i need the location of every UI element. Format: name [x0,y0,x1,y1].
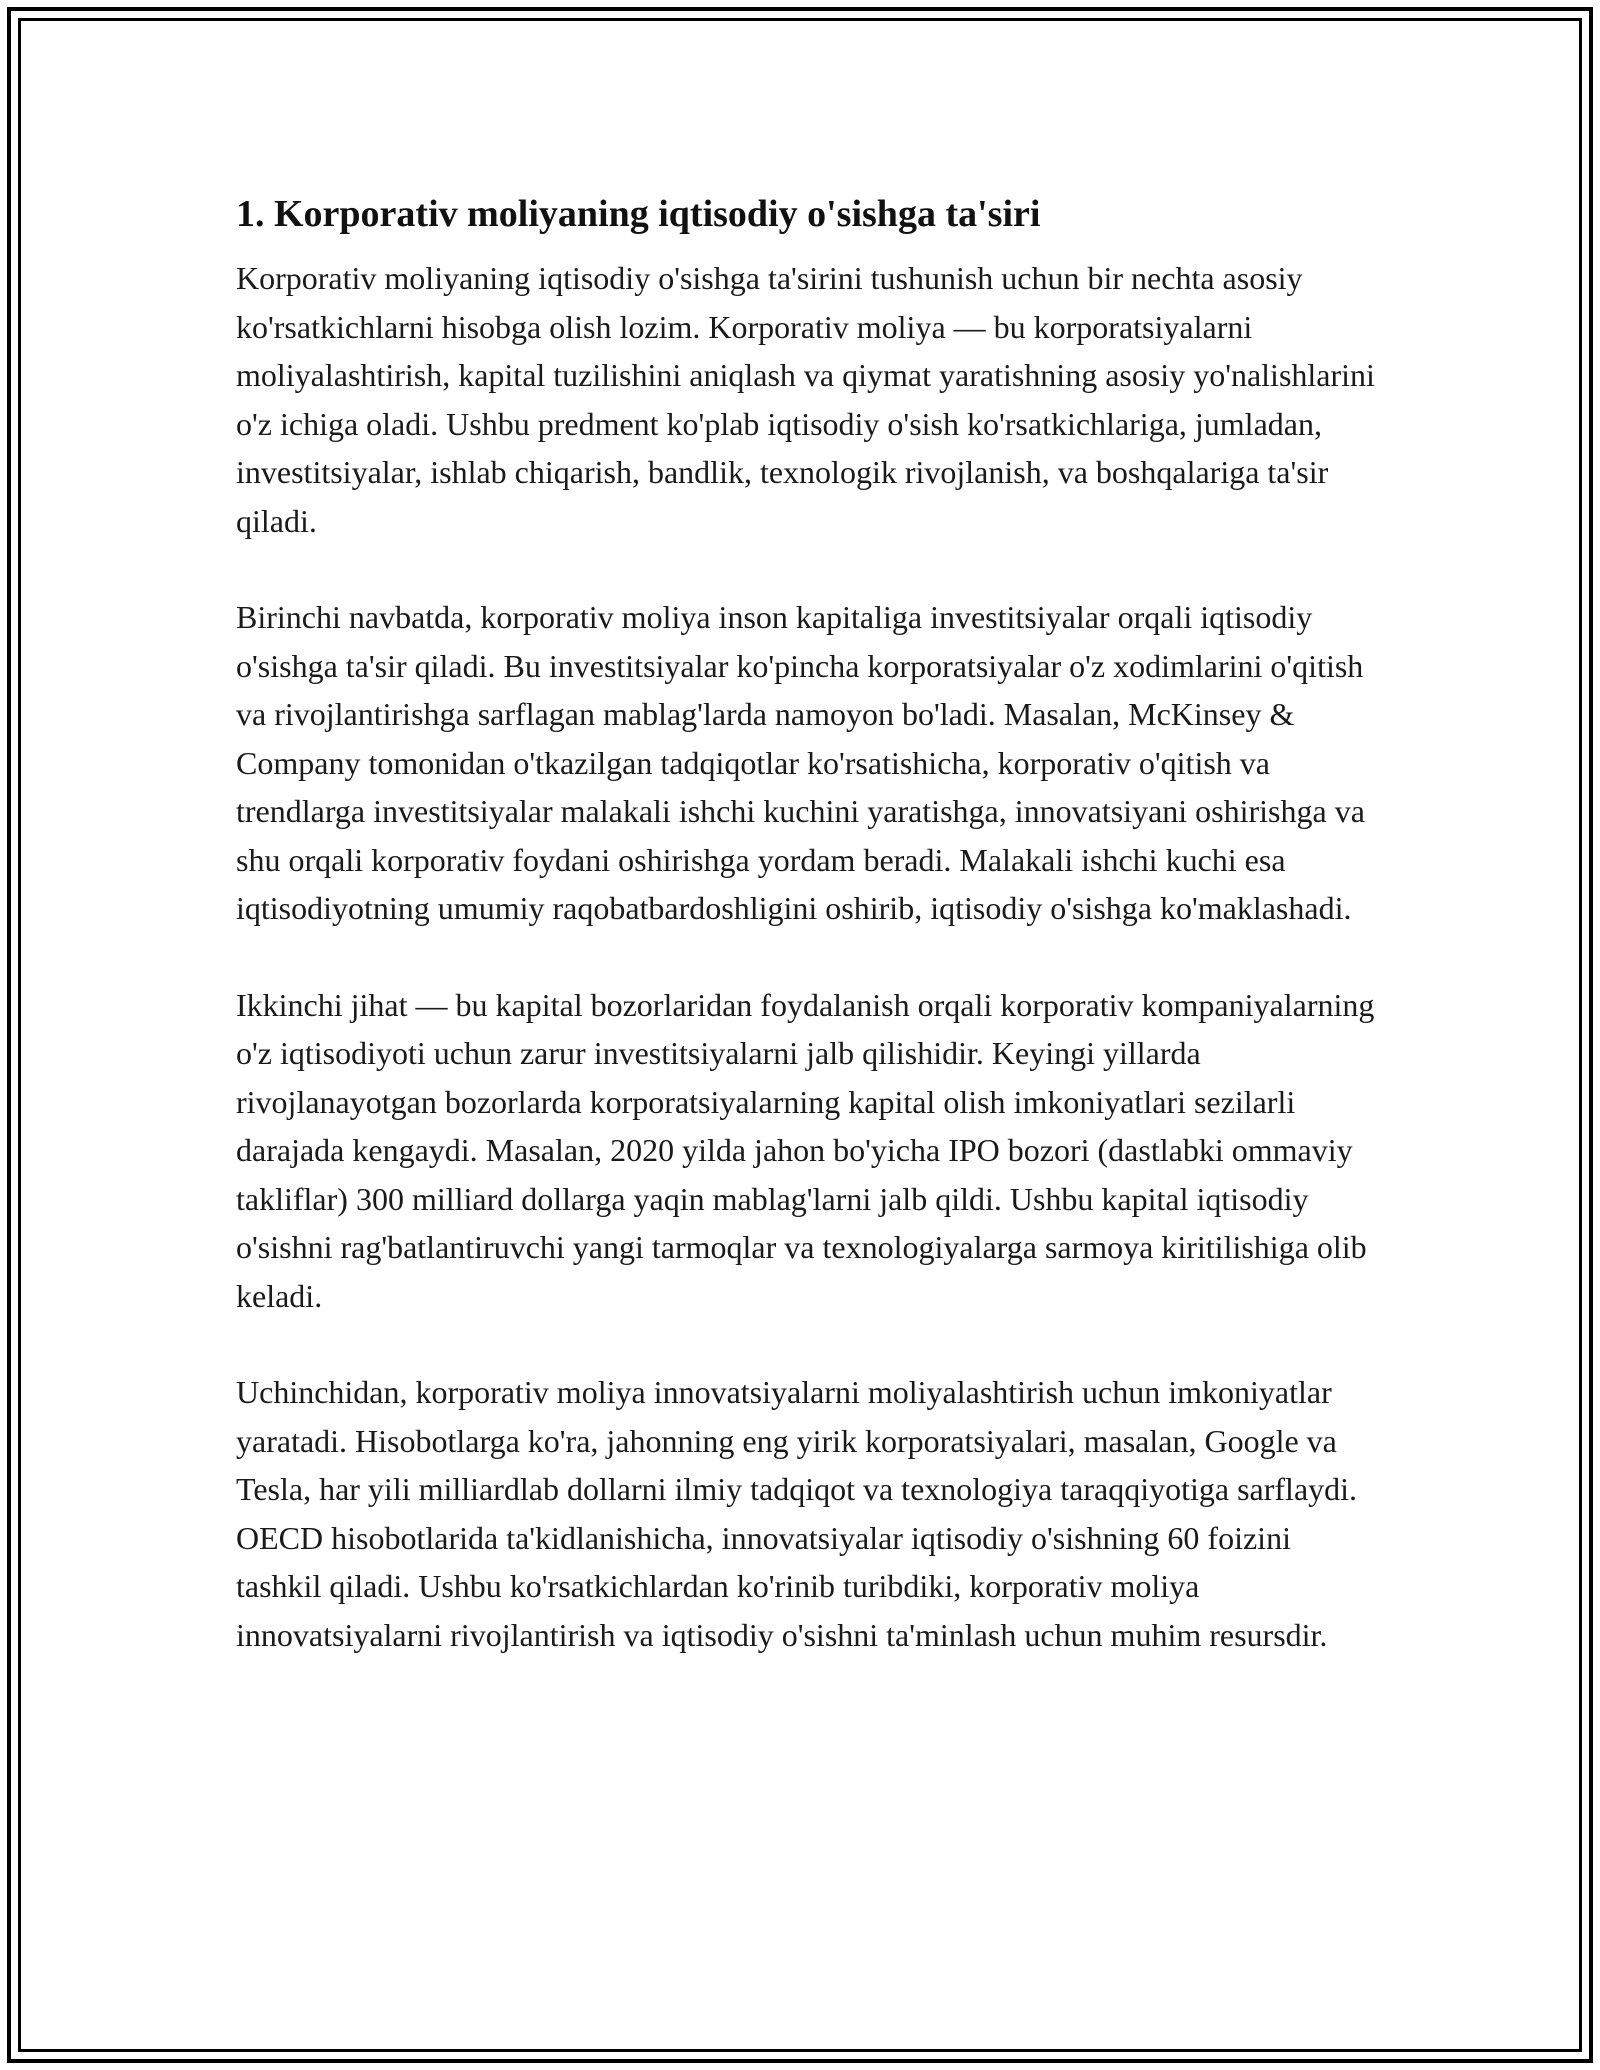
paragraph-innovation: Uchinchidan, korporativ moliya innovatsiyalarni moliyalashtirish uchun imkoniyatlar yaratadi. Hisobotlarga ko'ra, jahonning eng yirik korporatsiyalari, masalan, Google va Tesla, har yili milliardlab dollarni ilmiy tadqiqot va texnologiya taraqqiyotiga sarflaydi. OECD hisobotlarida ta'kidlanishicha, innovatsiyalar iqtisodiy o'sishning 60 foizini tashkil qiladi. Ushbu ko'rsatkichlardan ko'rinib turibdiki, korporativ moliya innovatsiyalarni rivojlantirish va iqtisodiy o'sishni ta'minlash uchun muhim resursdir. [236,1374,1358,1653]
section-heading: 1. Korporativ moliyaning iqtisodiy o'sishga ta'siri [236,193,1041,235]
paragraph-human-capital: Birinchi navbatda, korporativ moliya inson kapitaliga investitsiyalar orqali iqtisodiy o'sishga ta'sir qiladi. Bu investitsiyalar ko'pincha korporatsiyalar o'z xodimlarini o'qitish va rivojlantirishga sarflagan mablag'larda namoyon bo'ladi. Masalan, McKinsey & Company tomonidan o'tkazilgan tadqiqotlar ko'rsatishicha, korporativ o'qitish va trendlarga investitsiyalar malakali ishchi kuchini yaratishga, innovatsiyani oshirishga va shu orqali korporativ foydani oshirishga yordam beradi. Malakali ishchi kuchi esa iqtisodiyotning umumiy raqobatbardoshligini oshirib, iqtisodiy o'sishga ko'maklashadi. [236,599,1365,926]
document-body [236,186,1376,1707]
paragraph-capital-markets: Ikkinchi jihat — bu kapital bozorlaridan foydalanish orqali korporativ kompaniyalarning o'z iqtisodiyoti uchun zarur investitsiyalarni jalb qilishidir. Keyingi yillarda rivojlanayotgan bozorlarda korporatsiyalarning kapital olish imkoniyatlari sezilarli darajada kengaydi. Masalan, 2020 yilda jahon bo'yicha IPO bozori (dastlabki ommaviy takliflar) 300 milliard dollarga yaqin mablag'larni jalb qildi. Ushbu kapital iqtisodiy o'sishni rag'batlantiruvchi yangi tarmoqlar va texnologiyalarga sarmoya kiritilishiga olib keladi. [236,986,1375,1314]
paragraph-intro: Korporativ moliyaning iqtisodiy o'sishga ta'sirini tushunish uchun bir nechta asosiy ko'rsatkichlarni hisobga olish lozim. Korporativ moliya — bu korporatsiyalarni moliyalashtirish, kapital tuzilishini aniqlash va qiymat yaratishning asosiy yo'nalishlarini o'z ichiga oladi. Ushbu predment ko'plab iqtisodiy o'sish ko'rsatkichlariga, jumladan, investitsiyalar, ishlab chiqarish, bandlik, texnologik rivojlanish, va boshqalariga ta'sir qiladi. [236,260,1375,539]
